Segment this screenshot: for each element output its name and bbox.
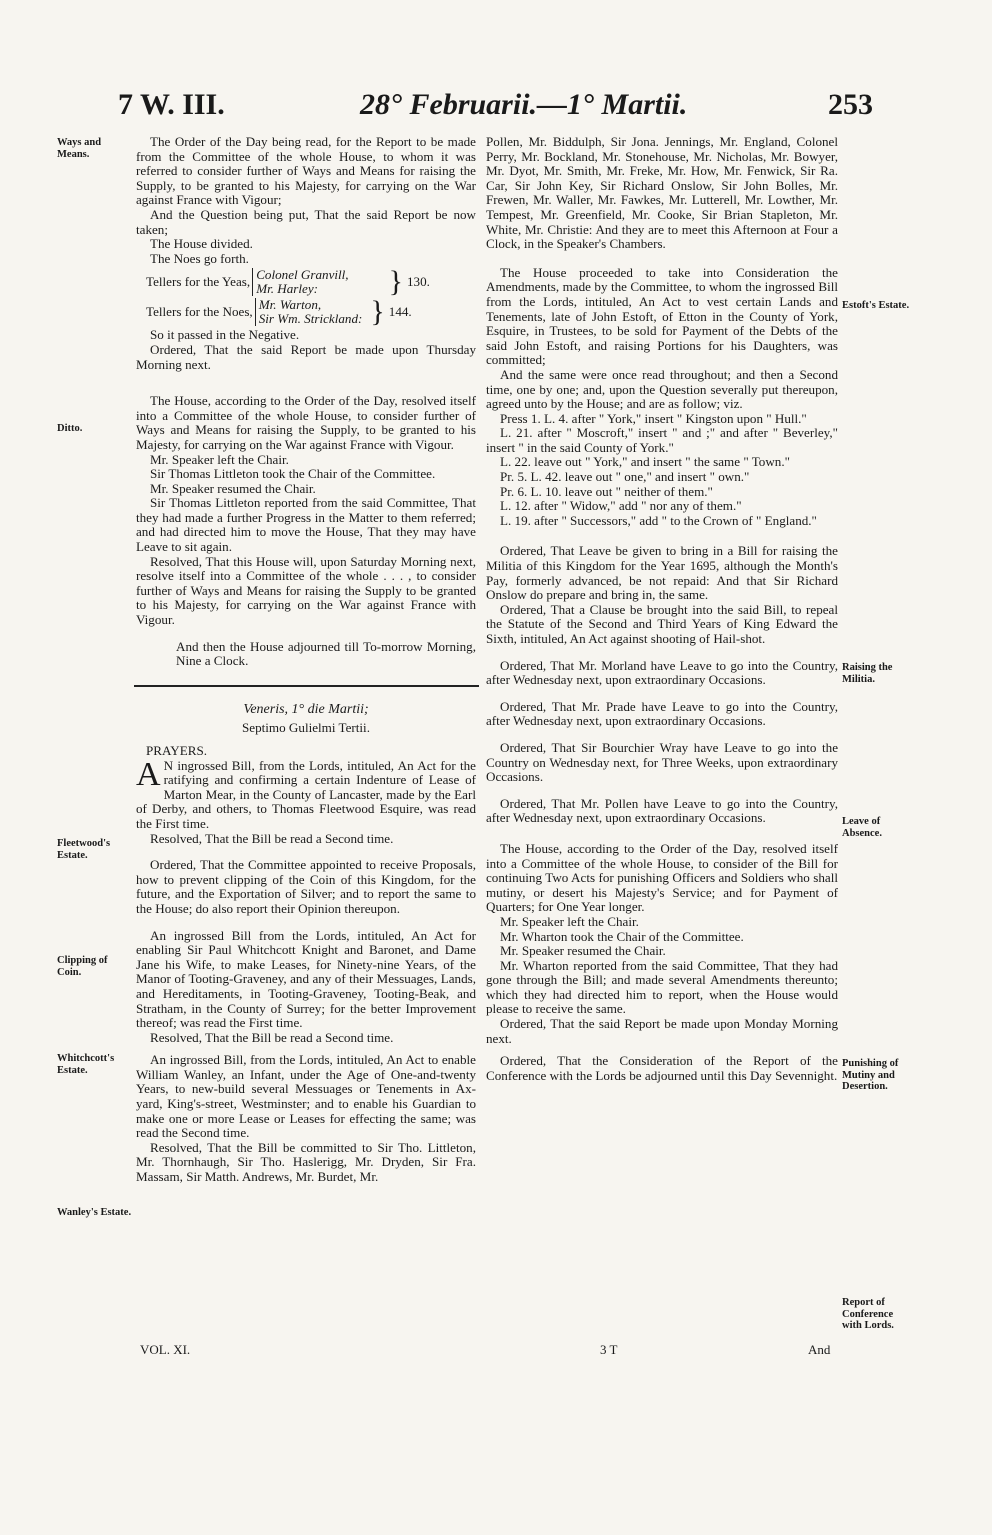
margin-note: Clipping of Coin. [57,955,108,978]
margin-note: Ways and Means. [57,137,102,160]
volume-number: VOL. XI. [140,1342,191,1357]
paragraph: Sir Thomas Littleton reported from the said Committee, That they had made a further Progress in the Matter to them referred; and had directed him to move the House, That they may have Leave to sit again. [136,495,476,555]
amendment: L. 12. after " Widow," add " nor any of them." [500,498,742,514]
paragraph: Ordered, That the Consideration of the Report of the Conference with the Lords be adjourned until this Day Sevennight. [486,1053,838,1083]
paragraph: Pollen, Mr. Biddulph, Sir Jona. Jennings, Mr. England, Colonel Perry, Mr. Bockland, Mr. Stonehouse, Mr. Nicholas, Mr. Bowyer, Mr. Dyot, Mr. Smith, Mr. Freke, Mr. How, Mr. Fenwick, Sir Ra. Car, Sir John Key, Sir Richard Onslow, Sir John Bolles, Mr. Frewen, Mr. Waller, Mr. Fawkes, Mr. Lutterell, Mr. Lowther, Mr. Tempest, Mr. Greenfield, Mr. Cooke, Sir Brian Stapleton, Mr. White, Mr. Christie: And they are to meet this Afternoon at Four a Clock, in the Speaker's Chambers. [486,134,838,252]
tellers-label: Tellers for the Noes, [146,304,253,320]
teller-name: Colonel Granvill, [256,267,349,283]
margin-note: Punishing of Mutiny and Desertion. [842,1058,899,1092]
margin-note: Wanley's Estate. [57,1207,132,1218]
paragraph: Ordered, That the Committee appointed to receive Proposals, how to prevent clipping of the Coin of this Kingdom, for the future, and the Exportation of Silver; and to report the same to the House; do also report their Opinion thereupon. [136,857,476,916]
paragraph: Ordered, That Mr. Prade have Leave to go into the Country, after Wednesday next, upon extraordinary Occasions. [486,698,838,729]
paragraph: Mr. Speaker left the Chair. [500,913,639,929]
paragraph: An ingrossed Bill, from the Lords, intituled, An Act to enable William Wanley, an Infant, under the Age of One-and-twenty Years, to new-build several Messuages or Tenements in Ax-yard, King's-street, Westminster; and to enable his Guardian to make one or more Lease or Leases for effecting the same; was read the Second time. [136,1052,476,1141]
page-number: 253 [828,88,873,121]
teller-name: Mr. Warton, [258,297,322,313]
paragraph: So it passed in the Negative. [150,327,300,343]
paragraph: Sir Thomas Littleton took the Chair of the Committee. [150,466,436,482]
margin-note: Fleetwood's Estate. [57,838,111,861]
tellers-noes: Tellers for the Noes, Mr. Warton, Sir Wm. Strickland: } 144. [146,295,412,329]
tellers-label: Tellers for the Yeas, [146,274,251,290]
paragraph: Resolved, That the Bill be read a Second time. [150,830,394,846]
paragraph: Ordered, That the said Report be made upon Monday Morning next. [486,1016,838,1046]
catchword: And [808,1342,831,1357]
paragraph: Ordered, That Leave be given to bring in a Bill for raising the Militia of this Kingdom for the Year 1695, although the Month's Pay, formerly advanced, be not repaid: And that Sir Richard Onslow do prepare and bring in, the same. [486,543,838,603]
paragraph: And the same were once read throughout; and then a Second time, one by one; and, upon the Question severally put thereupon, agreed unto by the House; and are as follow; viz. [486,366,838,412]
margin-note: Whitchcott's Estate. [57,1053,115,1076]
signature-mark: 3 T [600,1342,618,1357]
paragraph: Ordered, That the said Report be made upon Thursday Morning next. [136,341,476,372]
paragraph: Mr. Speaker resumed the Chair. [150,480,316,496]
margin-note: Estoft's Estate. [842,300,910,311]
left-column [136,135,476,1185]
tellers-yeas: Tellers for the Yeas, Colonel Granvill, Mr. Harley: } 130. [146,265,430,299]
paragraph: An ingrossed Bill from the Lords, intituled, An Act for enabling Sir Paul Whitchcott Knight and Baronet, and Dame Jane his Wife, to make Leases, for Ninety-nine Years, of the Manor of Tooting-Graveney, and any of their Messuages, Lands, and Hereditaments, in Tooting-Graveney, Tooting-Beak, and Stratham, in the County of Surrey; for the better Improvement thereof; was read the First time. [136,927,476,1031]
date-heading: 28° Februarii.—1° Martii. [360,88,688,121]
paragraph: Ordered, That a Clause be brought into the said Bill, to repeal the Statute of the Second and Third Years of King Edward the Sixth, intituled, An Act against shooting of Hail-shot. [486,601,838,646]
margin-note: Ditto. [57,423,83,434]
amendment: Press 1. L. 4. after " York," insert " Kingston upon " Hull." [500,410,807,426]
teller-name: Mr. Harley: [256,281,319,297]
paragraph: The House divided. [150,236,253,252]
margin-note: Raising the Militia. [842,662,893,685]
margin-note: Report of Conference with Lords. [842,1297,894,1331]
prayers-heading: PRAYERS. [146,743,208,758]
margin-note: Leave of Absence. [842,816,882,839]
paragraph: Mr. Speaker resumed the Chair. [500,943,666,959]
drop-cap: A [136,755,161,793]
paragraph: Resolved, That the Bill be committed to Sir Tho. Littleton, Mr. Thornhaugh, Sir Tho. Haslerigg, Mr. Dryden, Sir Fra. Massam, Sir Matth. Andrews, Mr. Burdet, Mr. [136,1139,476,1185]
regnal-year: 7 W. III. [118,88,225,121]
adjournment: And then the House adjourned till To-morrow Morning, Nine a Clock. [176,638,476,669]
paragraph: The House, according to the Order of the Day, resolved itself into a Committee of the whole House, to consider further of Ways and Means for raising the Supply, to be granted to his Majesty, for carrying on the War against France with Vigour. [136,393,476,452]
amendment: L. 21. after " Moscroft," insert " and ;" and after " Beverley," insert " in the said County of York." [486,425,838,455]
paragraph: Resolved, That the Bill be read a Second time. [150,1029,394,1045]
amendment: Pr. 5. L. 42. leave out " one," and insert " own." [500,469,750,485]
vote-count: 144. [388,304,412,320]
paragraph: The House proceeded to take into Consideration the Amendments, made by the Committee, to whom the ingrossed Bill from the Lords, intituled, An Act to vest certain Lands and Tenements, late of John Estoft, of Etton in the County of York, Esquire, in Trustees, to be sold for Payment of the Debts of the said John Estoft, and raising Portions for his Daughters, was committed; [486,264,838,368]
paragraph: Mr. Speaker left the Chair. [150,451,289,467]
paragraph: The Noes go forth. [150,250,249,266]
paragraph: N ingrossed Bill, from the Lords, intituled, An Act for the ratifying and confirming a certain Indenture of Lease of Marton Mear, in the County of Lancaster, made by the Earl of Derby, and others, to Thomas Fleetwood Esquire, was read the First time. [136,757,476,831]
paragraph: The Order of the Day being read, for the Report to be made from the Committee of the whole House, to whom it was referred to consider further of Ways and Means for raising the Supply, to be granted to his Majesty, for carrying on the War against France with Vigour; [136,134,476,208]
right-column [486,135,838,1083]
teller-name: Sir Wm. Strickland: [258,311,363,327]
paragraph: Ordered, That Sir Bourchier Wray have Leave to go into the Country on Wednesday next, for Three Weeks, upon extraordinary Occasions. [486,739,838,785]
paragraph: Ordered, That Mr. Pollen have Leave to go into the Country, after Wednesday next, upon extraordinary Occasions. [486,795,838,826]
amendment: L. 22. leave out " York," and insert " the same " Town." [500,454,790,470]
amendment: Pr. 6. L. 10. leave out " neither of them." [500,483,713,499]
paragraph: Mr. Wharton took the Chair of the Committee. [500,928,744,944]
regnal-date: Septimo Gulielmi Tertii. [242,720,370,736]
paragraph: Mr. Wharton reported from the said Committee, That they had gone through the Bill; and made several Amendments thereunto; which they had directed him to report, when the House would please to receive the same. [486,957,838,1017]
paragraph: And the Question being put, That the said Report be now taken; [136,206,476,237]
paragraph: Ordered, That Mr. Morland have Leave to go into the Country, after Wednesday next, upon extraordinary Occasions. [486,657,838,688]
vote-count: 130. [406,274,430,290]
paragraph: The House, according to the Order of the Day, resolved itself into a Committee of the whole House, to consider of the Bill for continuing Two Acts for punishing Officers and Soldiers who shall mutiny, or desert his Majesty's Service; and for Payment of Quarters; for One Year longer. [486,840,838,915]
paragraph: Resolved, That this House will, upon Saturday Morning next, resolve itself into a Committee of the whole . . . , to consider further of Ways and Means for raising the Supply to be granted to his Majesty, for carrying on the War against France with Vigour. [136,553,476,628]
amendment: L. 19. after " Successors," add " to the Crown of " England." [500,512,817,528]
section-divider [134,685,479,687]
sitting-date: Veneris, 1° die Martii; [243,701,369,717]
